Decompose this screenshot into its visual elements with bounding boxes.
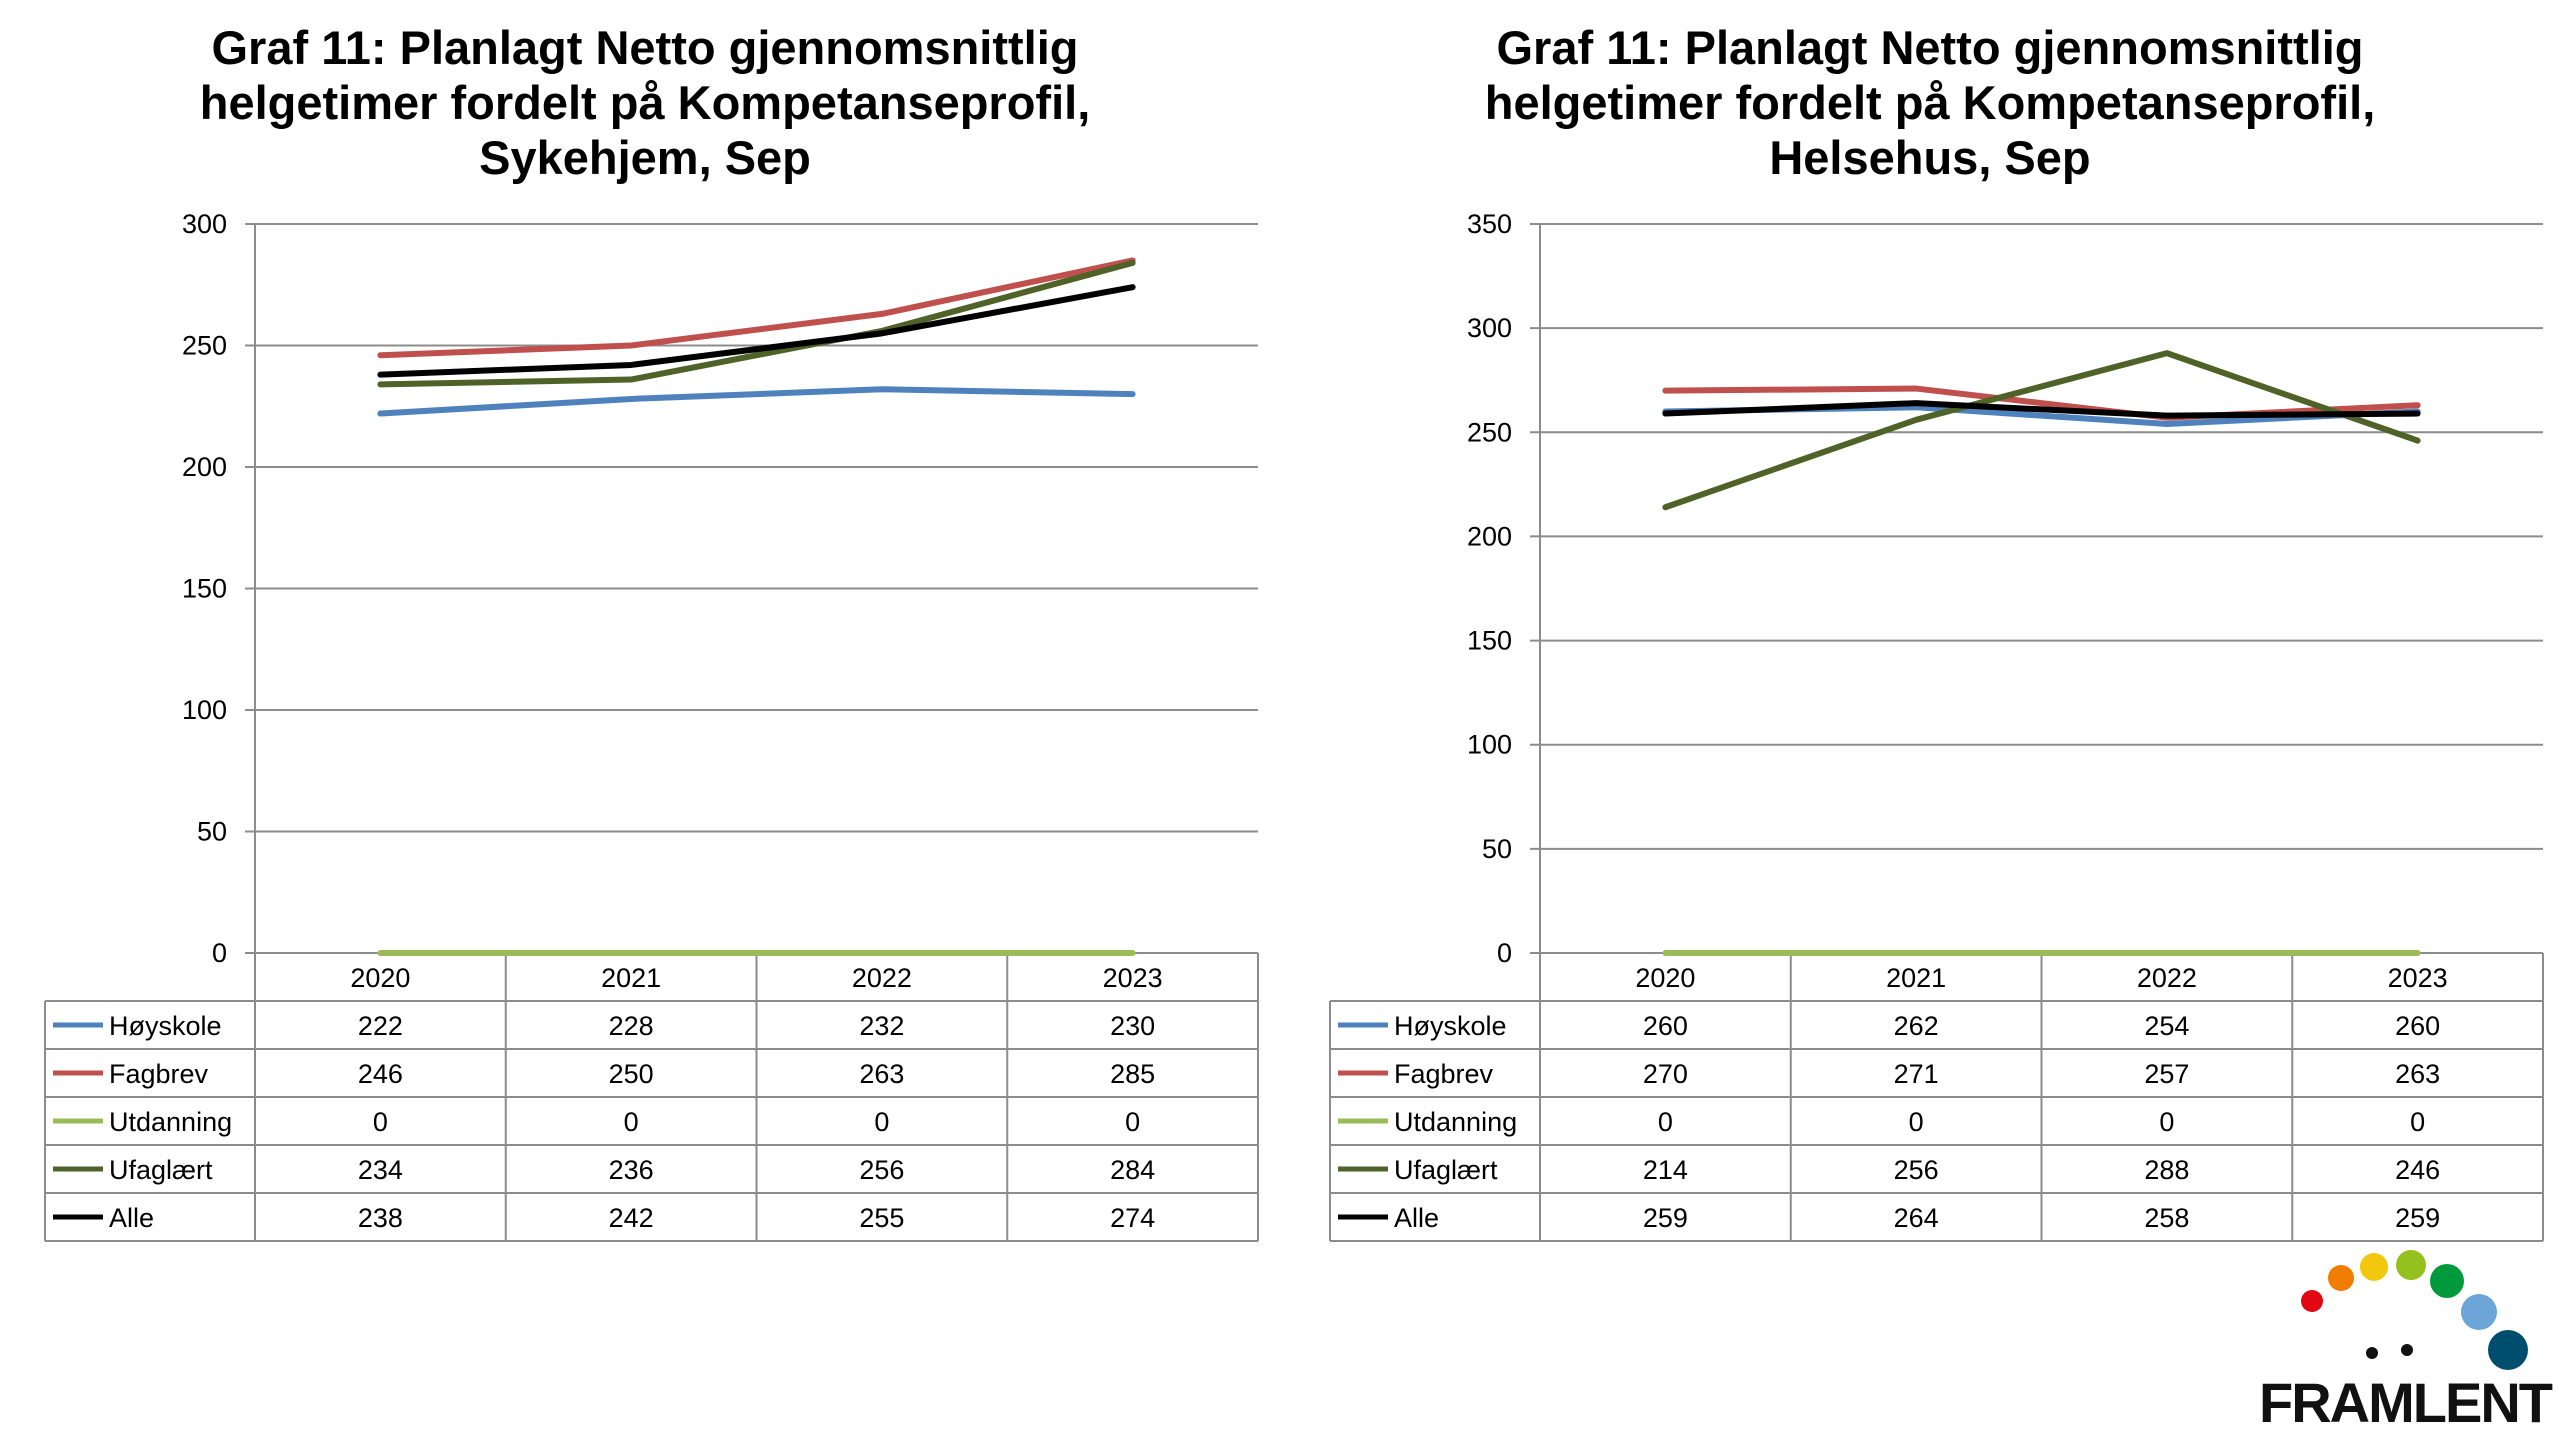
data-label: 270 [1642,1059,1688,1089]
data-label: 284 [1110,1155,1156,1185]
x-category-label: 2022 [851,963,912,993]
logo-figure-head [2366,1347,2378,1359]
logo-dot [2430,1264,2464,1298]
logo-dot [2301,1290,2323,1312]
data-label: 0 [623,1107,639,1137]
data-label: 234 [357,1155,403,1185]
data-label: 0 [1125,1107,1141,1137]
logo-figure-head [2401,1344,2413,1356]
data-label: 228 [608,1011,654,1041]
data-label: 259 [2395,1203,2441,1233]
y-tick-label: 50 [196,816,227,847]
data-label: 230 [1110,1011,1156,1041]
y-tick-label: 100 [181,695,227,725]
x-category-label: 2022 [2136,963,2197,993]
legend-label: Ufaglært [1394,1155,1498,1185]
y-tick-label: 200 [1466,521,1512,552]
y-tick-label: 150 [181,573,227,604]
data-label: 256 [859,1155,905,1185]
data-label: 257 [2144,1059,2190,1089]
x-category-label: 2021 [1886,963,1947,993]
data-label: 262 [1893,1011,1939,1041]
data-label: 0 [372,1107,388,1137]
data-label: 254 [2144,1011,2190,1041]
chart-title-line-2: helgetimer fordelt på Kompetanseprofil, [199,76,1091,129]
chart-title-line-1: Graf 11: Planlagt Netto gjennomsnittlig [211,21,1079,74]
x-category-label: 2020 [350,963,411,993]
chart-title-line-3: Helsehus, Sep [1769,131,2091,184]
data-label: 258 [2144,1203,2190,1233]
chart-sykehjem [0,0,1290,1260]
series-line-ufaglært [1665,353,2417,507]
data-label: 242 [608,1203,654,1233]
y-tick-label: 300 [181,209,227,239]
logo-dot [2461,1294,2497,1330]
legend-label: Alle [109,1203,155,1233]
legend-label: Fagbrev [1394,1059,1494,1089]
data-label: 263 [859,1059,905,1089]
y-tick-label: 150 [1466,625,1512,656]
data-label: 232 [859,1011,905,1041]
data-label: 0 [874,1107,890,1137]
data-label: 264 [1893,1203,1939,1233]
logo-dots-icon [2255,1240,2555,1390]
data-label: 222 [357,1011,403,1041]
data-label: 0 [2410,1107,2426,1137]
y-tick-label: 200 [181,452,227,482]
y-tick-label: 100 [1466,729,1512,760]
framlent-logo [2255,1240,2555,1435]
x-category-label: 2023 [1102,963,1163,993]
legend-label: Ufaglært [109,1155,213,1185]
chart-helsehus [1285,0,2560,1260]
chart-plot-area [1285,0,2560,1260]
data-label: 238 [357,1203,403,1233]
y-tick-label: 350 [1466,209,1512,239]
data-label: 0 [1657,1107,1673,1137]
logo-dot [2360,1253,2388,1281]
data-label: 256 [1893,1155,1939,1185]
data-label: 250 [608,1059,654,1089]
data-label: 259 [1642,1203,1688,1233]
legend-label: Høyskole [1394,1011,1507,1041]
legend-label: Fagbrev [109,1059,209,1089]
data-label: 260 [2395,1011,2441,1041]
y-tick-label: 250 [1466,417,1512,448]
y-tick-label: 250 [181,330,227,361]
data-label: 255 [859,1203,905,1233]
logo-text: FRAMLENT [2259,1371,2551,1434]
legend-label: Utdanning [109,1107,233,1137]
legend-label: Høyskole [109,1011,222,1041]
y-tick-label: 50 [1481,833,1512,864]
logo-dot [2328,1265,2354,1291]
data-label: 285 [1110,1059,1156,1089]
data-label: 271 [1893,1059,1939,1089]
legend-label: Utdanning [1394,1107,1518,1137]
y-tick-label: 0 [211,938,227,968]
series-line-ufaglært [380,263,1132,385]
data-label: 0 [1908,1107,1924,1137]
data-label: 288 [2144,1155,2190,1185]
x-category-label: 2023 [2387,963,2448,993]
chart-title-line-1: Graf 11: Planlagt Netto gjennomsnittlig [1496,21,2364,74]
data-label: 260 [1642,1011,1688,1041]
chart-plot-area [0,0,1290,1260]
series-line-høyskole [380,389,1132,413]
data-label: 274 [1110,1203,1156,1233]
chart-title-line-2: helgetimer fordelt på Kompetanseprofil, [1484,76,2376,129]
y-tick-label: 300 [1466,313,1512,344]
legend-label: Alle [1394,1203,1440,1233]
y-tick-label: 0 [1496,938,1512,968]
data-label: 246 [357,1059,403,1089]
data-label: 236 [608,1155,654,1185]
data-label: 0 [2159,1107,2175,1137]
chart-title-line-3: Sykehjem, Sep [479,131,811,184]
data-label: 263 [2395,1059,2441,1089]
data-label: 246 [2395,1155,2441,1185]
data-label: 214 [1642,1155,1688,1185]
logo-dot [2396,1250,2426,1280]
x-category-label: 2020 [1635,963,1696,993]
x-category-label: 2021 [601,963,662,993]
logo-dot [2488,1330,2528,1370]
